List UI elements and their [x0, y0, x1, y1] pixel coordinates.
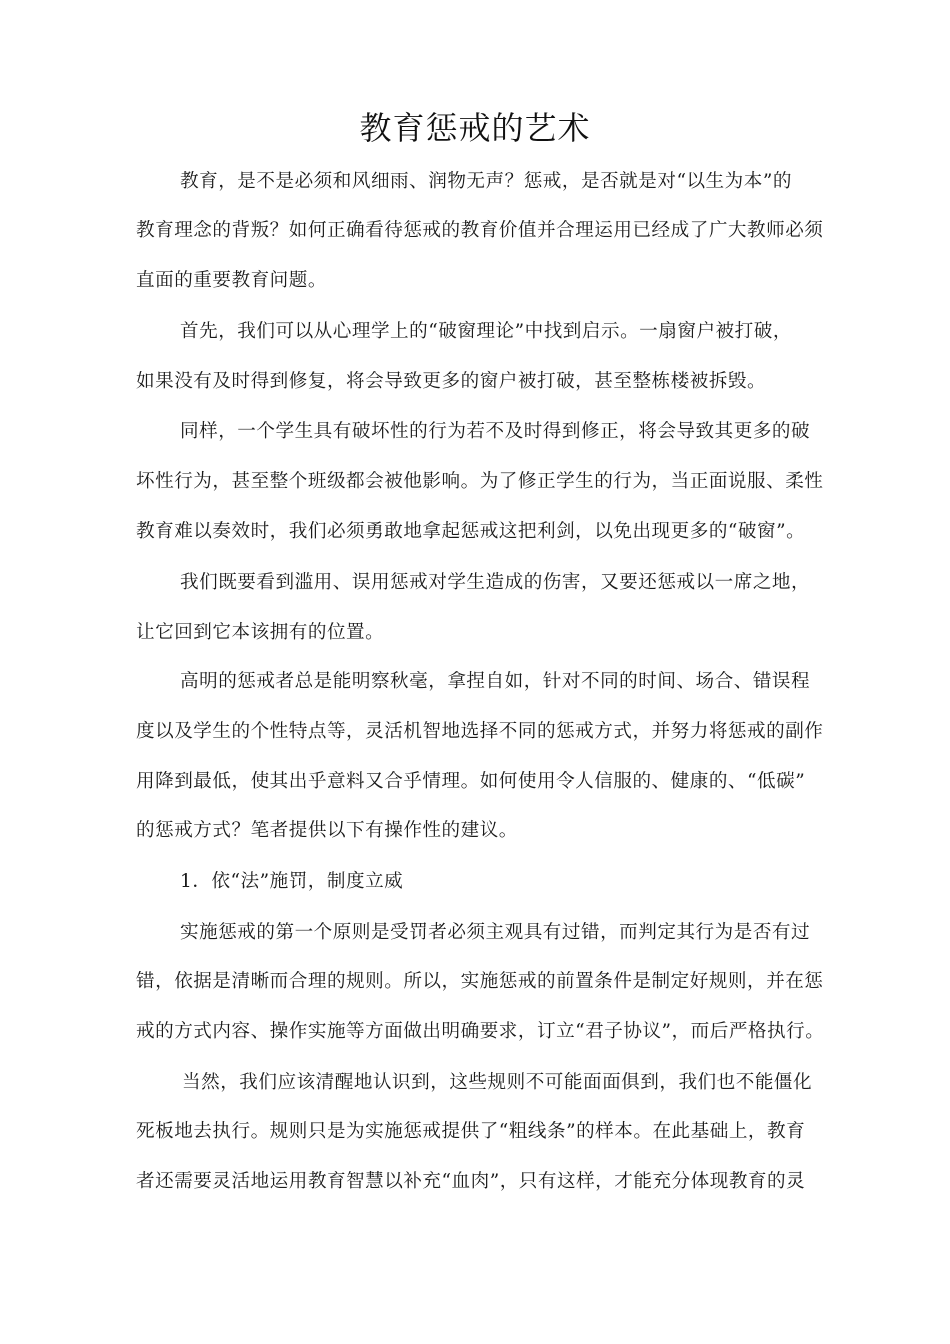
- paragraph-line: 首先，我们可以从心理学上的“破窗理论”中找到启示。一扇窗户被打破，: [180, 321, 792, 342]
- paragraph-line: 死板地去执行。规则只是为实施惩戒提供了“粗线条”的样本。在此基础上，教育: [136, 1121, 806, 1142]
- paragraph-line: 戒的方式内容、操作实施等方面做出明确要求，订立“君子协议”，而后严格执行。: [136, 1021, 825, 1042]
- paragraph-line: 教育，是不是必须和风细雨、润物无声？惩戒，是否就是对“以生为本”的: [180, 171, 792, 192]
- paragraph-line: 者还需要灵活地运用教育智慧以补充“血肉”，只有这样，才能充分体现教育的灵: [136, 1171, 806, 1192]
- paragraph-line: 我们既要看到滥用、误用惩戒对学生造成的伤害，又要还惩戒以一席之地，: [180, 572, 811, 593]
- paragraph-line: 教育难以奏效时，我们必须勇敢地拿起惩戒这把利剑，以免出现更多的“破窗”。: [136, 521, 806, 542]
- paragraph-line: 当然，我们应该清醒地认识到，这些规则不可能面面俱到，我们也不能僵化: [182, 1072, 813, 1093]
- paragraph-line: 让它回到它本该拥有的位置。: [136, 622, 385, 643]
- paragraph-line: 的惩戒方式？笔者提供以下有操作性的建议。: [136, 820, 518, 841]
- paragraph-line: 实施惩戒的第一个原则是受罚者必须主观具有过错，而判定其行为是否有过: [180, 922, 811, 943]
- paragraph-line: 度以及学生的个性特点等，灵活机智地选择不同的惩戒方式，并努力将惩戒的副作: [136, 721, 824, 742]
- section-heading: 1．依“法”施罚，制度立威: [180, 871, 404, 892]
- paragraph-line: 直面的重要教育问题。: [136, 270, 327, 291]
- paragraph-line: 同样，一个学生具有破坏性的行为若不及时得到修正，将会导致其更多的破: [180, 421, 811, 442]
- paragraph-line: 如果没有及时得到修复，将会导致更多的窗户被打破，甚至整栋楼被拆毁。: [136, 371, 767, 392]
- paragraph-line: 教育理念的背叛？如何正确看待惩戒的教育价值并合理运用已经成了广大教师必须: [136, 220, 824, 241]
- document-title: 教育惩戒的艺术: [359, 109, 591, 147]
- paragraph-line: 高明的惩戒者总是能明察秋毫，拿捏自如，针对不同的时间、场合、错误程: [180, 671, 811, 692]
- paragraph-line: 错，依据是清晰而合理的规则。所以，实施惩戒的前置条件是制定好规则，并在惩: [136, 971, 824, 992]
- paragraph-line: 用降到最低，使其出乎意料又合乎情理。如何使用令人信服的、健康的、“低碳”: [136, 771, 806, 792]
- paragraph-line: 坏性行为，甚至整个班级都会被他影响。为了修正学生的行为，当正面说服、柔性: [136, 471, 824, 492]
